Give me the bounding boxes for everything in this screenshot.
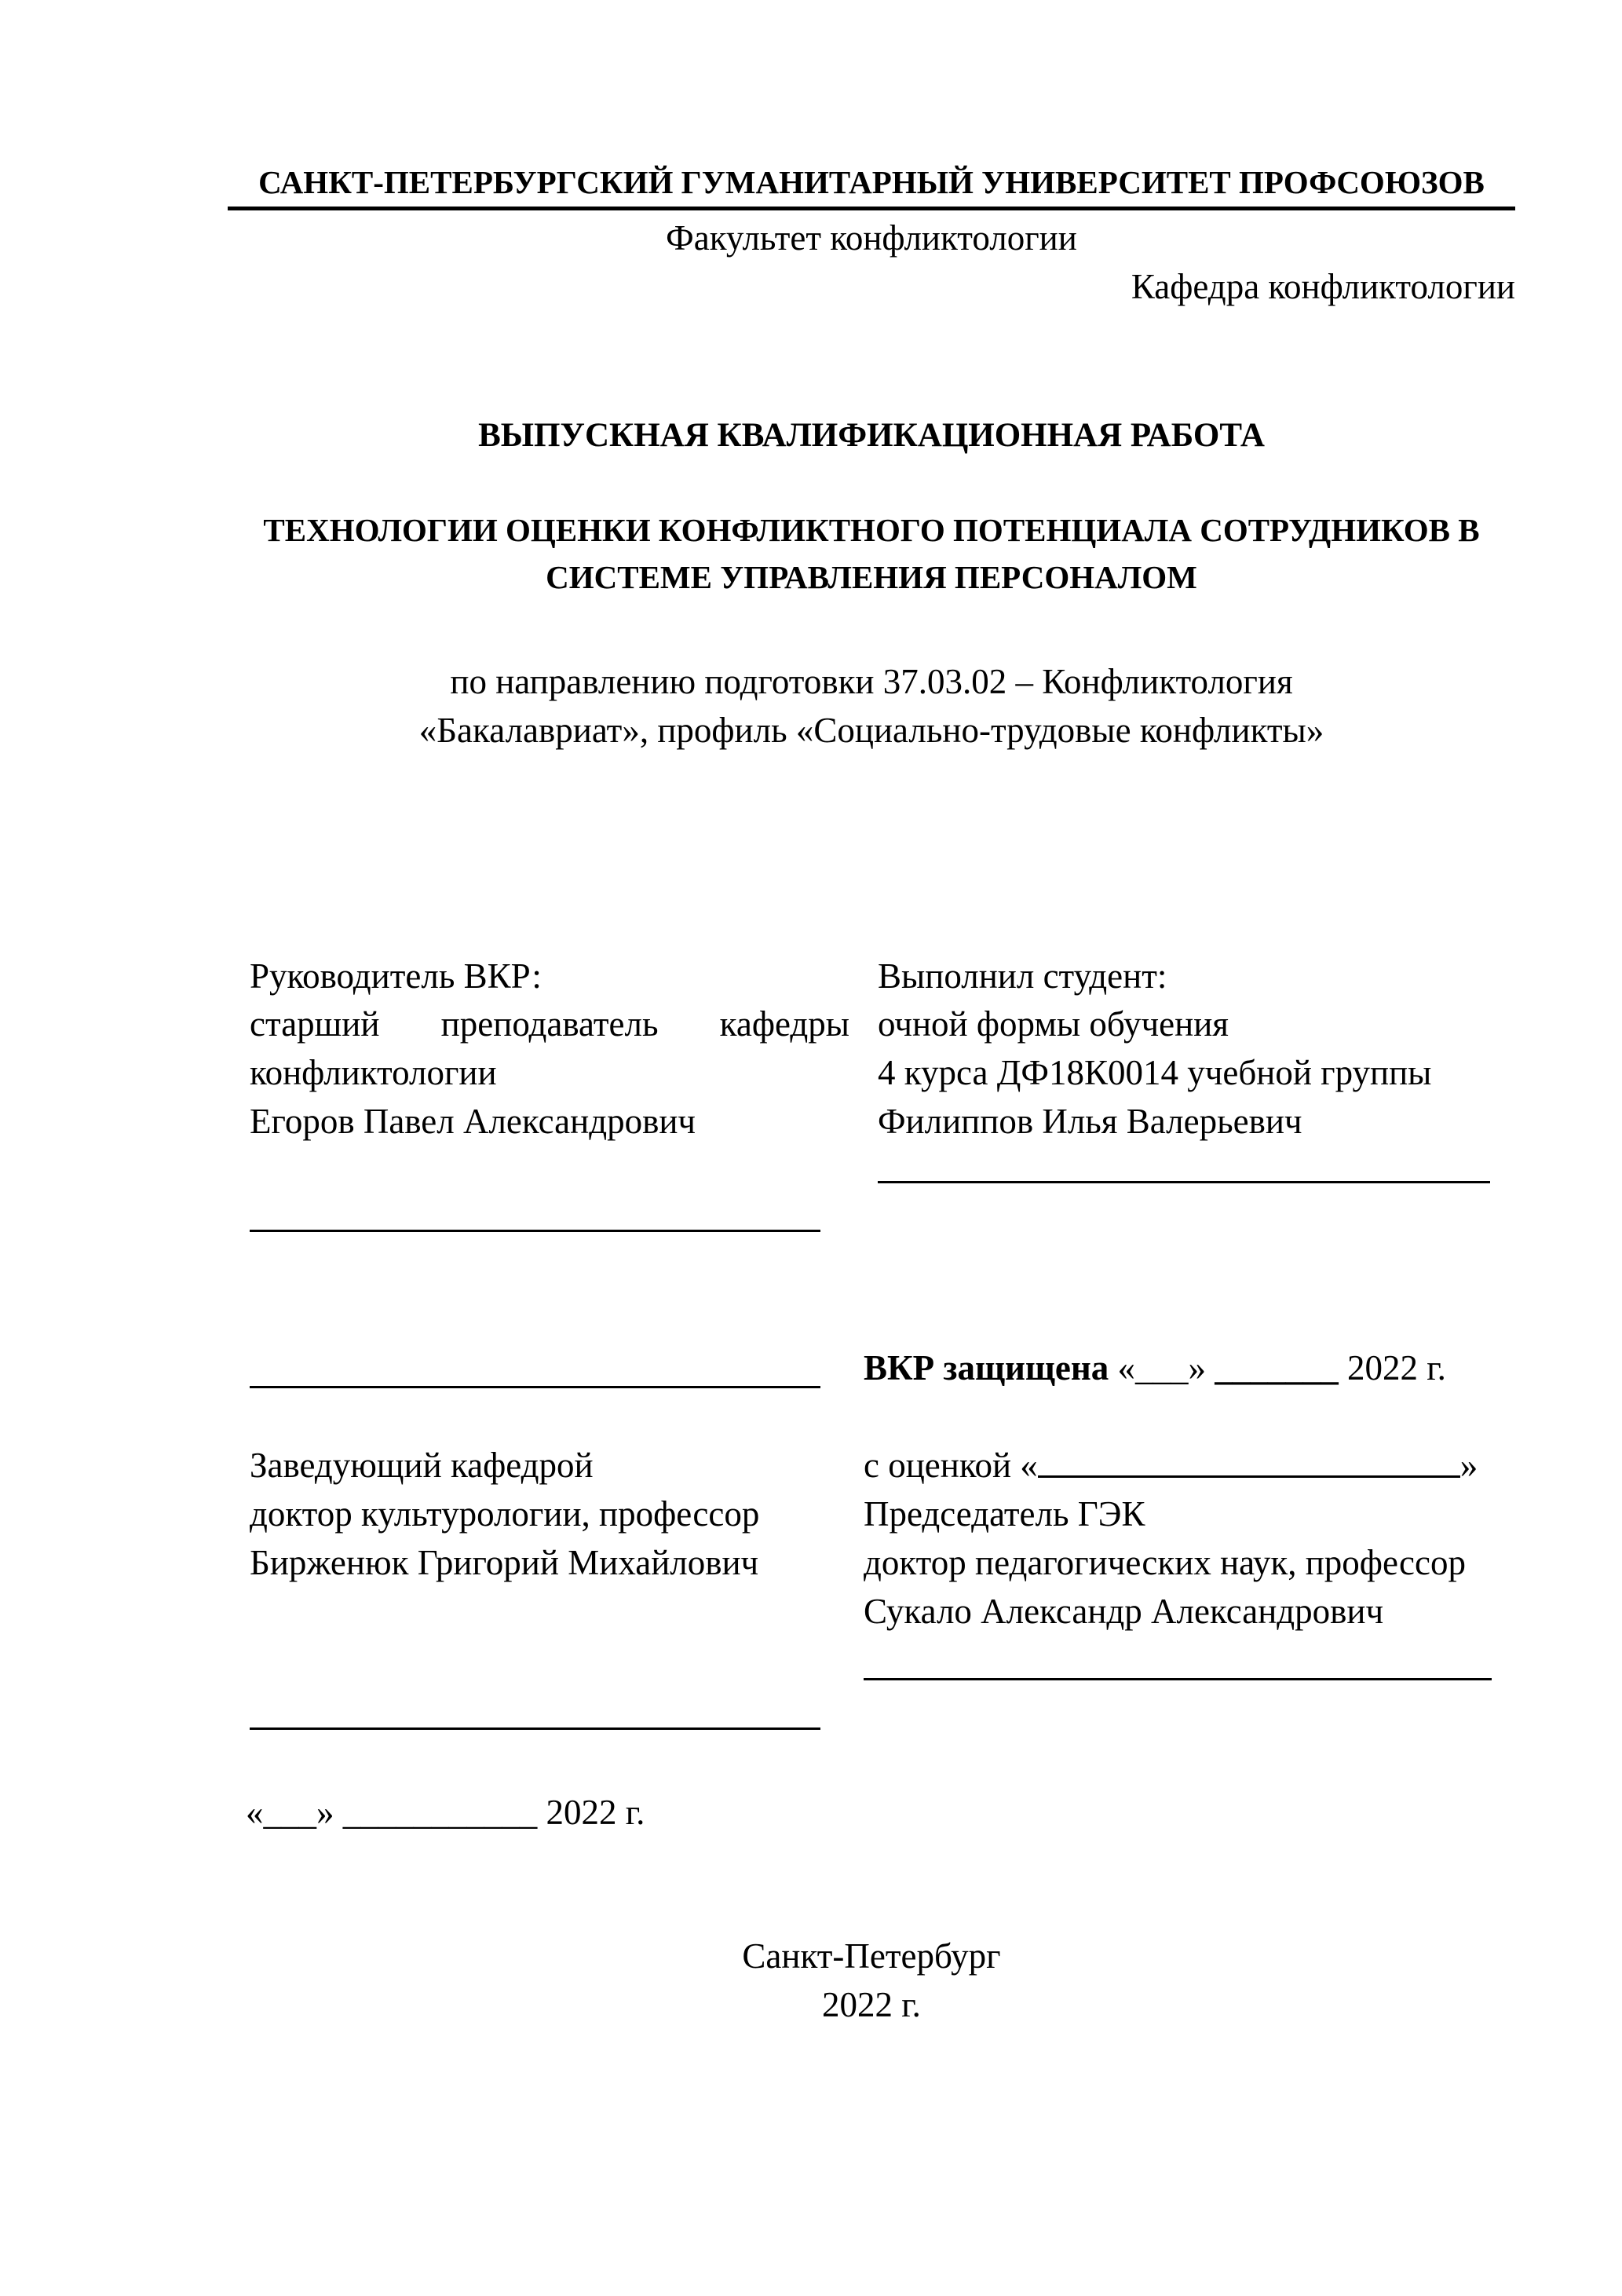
university-name: САНКТ-ПЕТЕРБУРГСКИЙ ГУМАНИТАРНЫЙ УНИВЕРСИТЕТ ПРОФСОЮЗОВ — [258, 164, 1485, 200]
student-heading: Выполнил студент: — [878, 956, 1167, 996]
thesis-title: ТЕХНОЛОГИИ ОЦЕНКИ КОНФЛИКТНОГО ПОТЕНЦИАЛА СОТРУДНИКОВ В СИСТЕМЕ УПРАВЛЕНИЯ ПЕРСОНАЛОМ — [263, 512, 1480, 595]
grade-blank — [1038, 1441, 1460, 1478]
student-study-form: очной формы обучения — [878, 1004, 1229, 1044]
defense-quote-open: « — [1117, 1348, 1136, 1387]
document-type: ВЫПУСКНАЯ КВАЛИФИКАЦИОННАЯ РАБОТА — [478, 417, 1265, 454]
supervisor-second-signature-line — [250, 1386, 820, 1388]
defense-month-blank: _______ — [1215, 1348, 1339, 1387]
department-head-name: Бирженюк Григорий Михайлович — [250, 1543, 759, 1582]
supervisor-role: старший преподаватель кафедры — [250, 1004, 849, 1044]
supervisor-role-continued: конфликтологии — [250, 1053, 497, 1092]
supervisor-heading: Руководитель ВКР: — [250, 956, 542, 996]
city: Санкт-Петербург — [742, 1936, 1001, 1976]
grade-prefix: с оценкой « — [864, 1446, 1038, 1485]
commission-chair-signature-line — [864, 1678, 1492, 1680]
department-head-degree: доктор культурологии, профессор — [250, 1494, 760, 1534]
grade-suffix: » — [1459, 1446, 1478, 1485]
defense-year: 2022 г. — [1347, 1348, 1446, 1387]
supervisor-name: Егоров Павел Александрович — [250, 1102, 696, 1141]
commission-chair-name: Сукало Александр Александрович — [864, 1592, 1384, 1631]
defense-statement — [864, 1344, 1446, 1392]
commission-chair-heading: Председатель ГЭК — [864, 1494, 1145, 1534]
department-name: Кафедра конфликтологии — [1131, 267, 1515, 306]
study-profile: «Бакалавриат», профиль «Социально-трудовые конфликты» — [418, 711, 1324, 750]
student-signature-line — [878, 1181, 1490, 1183]
study-direction: по направлению подготовки 37.03.02 – Конфликтология — [450, 662, 1293, 701]
department-head-signature-line — [250, 1727, 820, 1730]
faculty-name: Факультет конфликтологии — [666, 218, 1077, 258]
grade-line — [864, 1441, 1478, 1490]
defense-quote-close: » — [1188, 1348, 1207, 1387]
header-rule — [228, 207, 1515, 210]
department-head-heading: Заведующий кафедрой — [250, 1446, 594, 1485]
supervisor-signature-line — [250, 1230, 820, 1232]
student-name: Филиппов Илья Валерьевич — [878, 1102, 1302, 1141]
commission-chair-degree: доктор педагогических наук, профессор — [864, 1543, 1466, 1582]
department-head-date: «___» ___________ 2022 г. — [246, 1793, 645, 1832]
defense-day-blank: ___ — [1135, 1348, 1189, 1387]
defense-label: ВКР защищена — [864, 1348, 1109, 1387]
student-group: 4 курса ДФ18К0014 учебной группы — [878, 1053, 1432, 1092]
year: 2022 г. — [822, 1985, 921, 2024]
